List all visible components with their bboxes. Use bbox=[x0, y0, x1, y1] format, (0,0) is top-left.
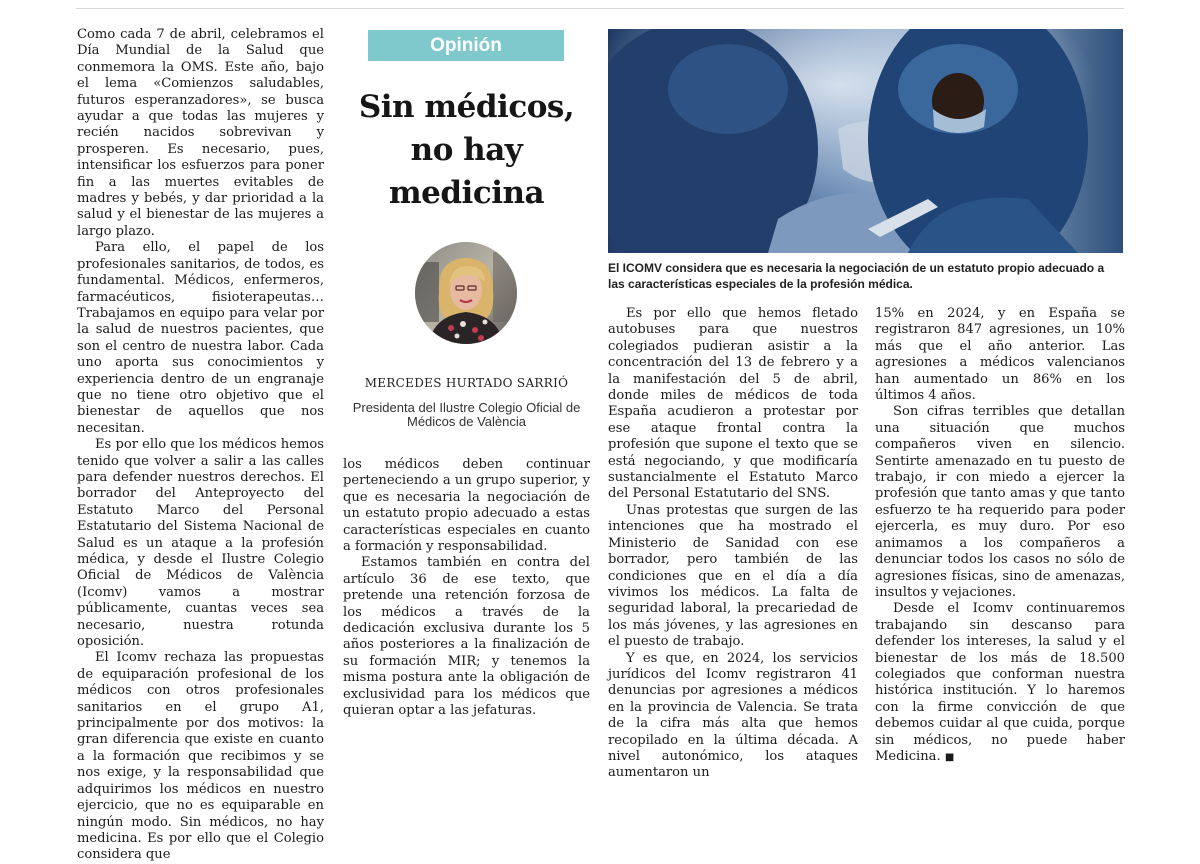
article-column-4 bbox=[875, 306, 1125, 766]
author-role-line: Médicos de València bbox=[407, 414, 526, 429]
paragraph: los médicos deben continuar perteneciendo a un grupo superior, y que es necesaria la negociación de un estatuto propio adecuado a estas características especiales en cuanto a formación y responsabilidad. bbox=[343, 457, 590, 555]
author-name: MERCEDES HURTADO SARRIÓ bbox=[364, 376, 569, 390]
paragraph: El Icomv rechaza las propuestas de equiparación profesional de los médicos con otros profesionales sanitarios en el grupo A1, principalmente por dos motivos: la gran diferencia que existe en cuanto a la formación que recibimos y se nos exige, y la responsabilidad que adquirimos los médicos en nuestro ejercicio, que no es equiparable en ningún modo. Sin médicos, no hay medicina. Es por ello que el Colegio considera que bbox=[77, 650, 324, 863]
paragraph: Y es que, en 2024, los servicios jurídicos del Icomv registraron 41 denuncias por agresiones a médicos en la provincia de Valencia. Se trata de la cifra más alta que hemos recopilado en la última década. A nivel autonómico, los ataques aumentaron un bbox=[608, 650, 858, 781]
author-portrait-image bbox=[415, 242, 517, 344]
headline-line: medicina bbox=[388, 175, 545, 211]
author-portrait bbox=[415, 242, 517, 344]
author-role-line: Presidenta del Ilustre Colegio Oficial de bbox=[352, 400, 581, 415]
paragraph: Son cifras terribles que detallan una situación que muchos compañeros viven en silencio. Sentirte amenazado en tu puesto de trabajo, ir con miedo a ejercer la profesión que tanto amas y que tanto esfuerzo te ha requerido para poder ejercerla, es muy duro. Por eso animamos a los compañeros a denunciar todos los casos no sólo de agresiones físicas, sino de amenazas, insultos y vejaciones. bbox=[875, 404, 1125, 600]
top-divider bbox=[76, 8, 1124, 9]
paragraph: Estamos también en contra del artículo 36 de ese texto, que pretende una retención forzosa de los médicos a través de la dedicación exclusiva durante los 5 años posteriores a la finalización de su formación MIR; y tenemos la misma postura ante la obligación de exclusividad para los médicos que quieran optar a las jefaturas. bbox=[343, 555, 590, 719]
article-column-3 bbox=[608, 306, 858, 782]
paragraph: Para ello, el papel de los profesionales sanitarios, de todos, es fundamental. Médicos, enfermeros, farmacéuticos, fisioterapeutas… Trabajamos en equipo para velar por la salud de nuestros pacientes, que son el centro de nuestra labor. Cada uno aporta sus conocimientos y experiencia dentro de un engranaje que no tiene otro objetivo que el bienestar de aquellos que nos necesitan. bbox=[77, 240, 324, 436]
section-tag: Opinión bbox=[368, 30, 564, 61]
paragraph: Como cada 7 de abril, celebramos el Día Mundial de la Salud que conmemora la OMS. Este año, bajo el lema «Comienzos saludables, futuros esperanzadores», se busca ayudar a que todas las mujeres y recién nacidos sobrevivan y prosperen. Es necesario, pues, intensificar los esfuerzos para poner fin a las muertes evitables de madres y bebés, y dar prioridad a la salud y el bienestar de las mujeres a largo plazo. bbox=[77, 27, 324, 239]
paragraph-text: Desde el Icomv continuaremos trabajando sin descanso para defender los intereses, la salud y el bienestar de los más de 18.500 colegiados que conforman nuestra histórica institución. Y lo haremos con la firme convicción de que debemos cuidar al que cuida, porque sin médicos, no puede haber Medicina. bbox=[875, 601, 1125, 764]
headline-line: no hay bbox=[410, 132, 523, 168]
paragraph bbox=[875, 601, 1125, 766]
surgery-photo-image bbox=[608, 29, 1123, 253]
headline-line: Sin médicos, bbox=[358, 89, 575, 125]
end-square-icon: ■ bbox=[944, 751, 955, 763]
paragraph: 15% en 2024, y en España se registraron 847 agresiones, un 10% más que el año anterior. Las agresiones a médicos valencianos han aumentado un 86% en los últimos 4 años. bbox=[875, 306, 1125, 404]
paragraph: Es por ello que los médicos hemos tenido que volver a salir a las calles para defender nuestros derechos. El borrador del Anteproyecto del Estatuto Marco del Personal Estatutario del Sistema Nacional de Salud es un ataque a la profesión médica, y desde el Ilustre Colegio Oficial de Médicos de València (Icomv) vamos a mostrar públicamente, cuantas veces sea necesario, nuestra rotunda oposición. bbox=[77, 437, 325, 650]
article-column-1 bbox=[77, 27, 324, 864]
paragraph: Es por ello que hemos fletado autobuses para que nuestros colegiados pudieran asistir a la concentración del 13 de febrero y a la manifestación del 5 de abril, donde miles de médicos de toda España acudieron a protestar por ese ataque frontal contra la profesión que supone el texto que se está negociando, y que modificaría sustancialmente el Estatuto Marco del Personal Estatutario del SNS. bbox=[608, 306, 858, 502]
photo-caption: El ICOMV considera que es necesaria la negociación de un estatuto propio adecuado a las características especiales de la profesión médica. bbox=[608, 261, 1105, 291]
paragraph: Unas protestas que surgen de las intenciones que ha mostrado el Ministerio de Sanidad con ese borrador, pero también de las condiciones que en el día a día vivimos los médicos. La falta de seguridad laboral, la precariedad de los más jóvenes, y las agresiones en el puesto de trabajo. bbox=[608, 502, 858, 650]
article-column-2 bbox=[343, 457, 590, 720]
headline bbox=[343, 86, 590, 215]
surgery-photo bbox=[608, 29, 1123, 253]
author-role bbox=[343, 401, 590, 429]
